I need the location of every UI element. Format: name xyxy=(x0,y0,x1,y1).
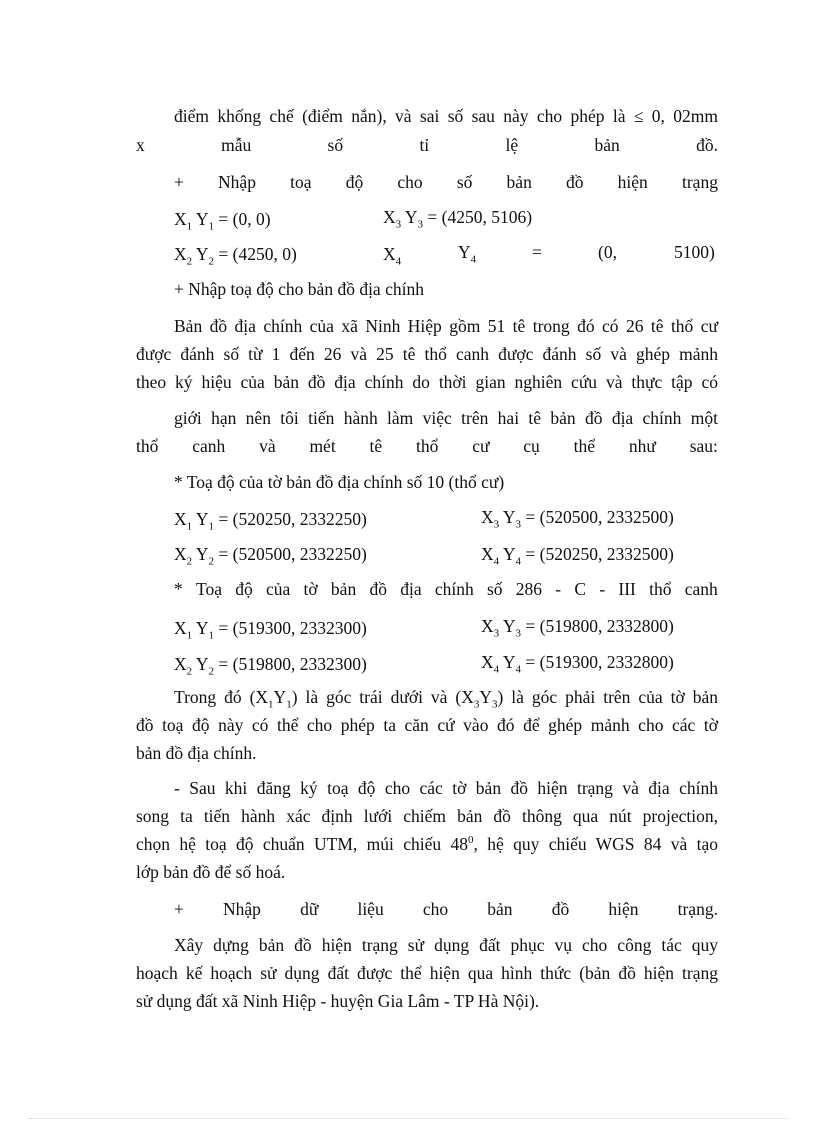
final-para-line-3: sử dụng đất xã Ninh Hiệp - huyện Gia Lâm - TP Hà Nội). xyxy=(136,991,540,1011)
word: dữ xyxy=(300,899,319,919)
cadastral-para-line-5 xyxy=(136,435,718,457)
word: số xyxy=(456,172,473,192)
word: tê xyxy=(369,436,383,456)
status-point-4-eq: = xyxy=(532,242,542,262)
data-input-heading xyxy=(174,898,718,920)
sheet286-point-3: $X_3$ $Y_3 = (519800$, 2332800) xyxy=(481,616,674,640)
word: + xyxy=(174,172,184,192)
word: canh xyxy=(684,579,718,599)
word: bản xyxy=(594,135,620,155)
sheet286-point-2: $X_2$ $Y_2 = (519800$, 2332300) xyxy=(174,654,367,678)
word: III xyxy=(618,579,636,599)
word: cho xyxy=(422,899,449,919)
word: canh xyxy=(192,436,226,456)
word: cư xyxy=(472,436,490,456)
word: + xyxy=(174,899,184,919)
word: x xyxy=(136,135,145,155)
word: toạ xyxy=(290,172,312,192)
cadastral-para-line-2: được đánh số từ 1 đến 26 và 25 tê thổ canh được đánh số và ghép mảnh xyxy=(136,344,718,364)
corner-para-line-1: Trong đó $(X_1Y_1)$ là góc trái dưới và $(X_3Y_3)$ là góc phải trên của tờ bản xyxy=(174,687,718,711)
word: địa xyxy=(400,579,422,599)
word: chính xyxy=(434,579,474,599)
word: liệu xyxy=(357,899,384,919)
projection-para-line-4: lớp bản đồ để số hoá. xyxy=(136,862,286,882)
status-point-3: $X_3$ $Y_3 = (4250$, 5106) xyxy=(383,207,533,231)
word: trạng. xyxy=(677,899,718,919)
word: bản xyxy=(506,172,532,192)
final-para-line-1: Xây dựng bản đồ hiện trạng sử dụng đất phục vụ cho công tác quy xyxy=(174,935,718,955)
word: 286 xyxy=(515,579,543,599)
word: đồ xyxy=(566,172,584,192)
sheet10-point-1: $X_1$ $Y_1 = (520250$, 2332250) xyxy=(174,509,367,533)
status-point-4-xval: (0, xyxy=(598,242,617,262)
word: lệ xyxy=(505,135,519,155)
cadastral-para-line-1: Bản đồ địa chính của xã Ninh Hiệp gồm 51 tê trong đó có 26 tê thổ cư xyxy=(174,316,718,336)
word: sau: xyxy=(689,436,718,456)
word: Nhập xyxy=(218,172,256,192)
intro-line-2 xyxy=(136,134,718,156)
word: và xyxy=(259,436,276,456)
word: của xyxy=(266,579,291,599)
corner-para-line-3: bản đồ địa chính. xyxy=(136,743,257,763)
status-point-4-x: $X_4$ xyxy=(383,244,402,268)
sheet10-point-2: $X_2$ $Y_2 = (520500$, 2332250) xyxy=(174,544,367,568)
cadastral-para-line-4: giới hạn nên tôi tiến hành làm việc trên hai tê bản đồ địa chính một xyxy=(174,408,718,428)
sheet10-heading: * Toạ độ của tờ bản đồ địa chính số 10 (thổ cư) xyxy=(174,472,505,492)
word: * xyxy=(174,579,183,599)
projection-para-line-3: chọn hệ toạ độ chuẩn UTM, múi chiếu $48^0$, hệ quy chiếu WGS 84 và tạo xyxy=(136,834,718,854)
page-bottom-rule xyxy=(28,1118,788,1119)
projection-para-line-1: - Sau khi đăng ký toạ độ cho các tờ bản đồ hiện trạng và địa chính xyxy=(174,778,718,798)
word: mét xyxy=(309,436,336,456)
final-para-line-2: hoạch kế hoạch sử dụng đất được thể hiện qua hình thức (bản đồ hiện trạng xyxy=(136,963,718,983)
status-point-2: $X_2$ $Y_2 = (4250$, 0) xyxy=(174,244,297,268)
sheet286-point-4: $X_4$ $Y_4 = (519300$, 2332800) xyxy=(481,652,674,676)
word: thổ xyxy=(649,579,672,599)
sheet286-heading xyxy=(174,578,718,600)
corner-para-line-2: đồ toạ độ này có thể cho phép ta căn cứ vào đó để ghép mảnh cho các tờ xyxy=(136,715,718,735)
word: thể xyxy=(573,436,596,456)
status-map-heading xyxy=(174,171,718,193)
word: số xyxy=(327,135,344,155)
word: số xyxy=(486,579,503,599)
word: tỉ xyxy=(419,135,430,155)
word: hiện xyxy=(608,899,639,919)
word: cho xyxy=(397,172,423,192)
word: - xyxy=(599,579,606,599)
word: trạng xyxy=(681,172,718,192)
projection-para-line-2: song ta tiến hành xác định lưới chiếm bản đồ thông qua nút projection, xyxy=(136,806,718,826)
word: độ xyxy=(345,172,364,192)
word: hiện xyxy=(617,172,648,192)
sheet10-point-3: $X_3$ $Y_3 = (520500$, 2332500) xyxy=(481,507,674,531)
word: đồ xyxy=(369,579,387,599)
word: tờ xyxy=(303,579,318,599)
word: - xyxy=(555,579,562,599)
intro-line-1-text: điểm khống chế (điểm nắn), và sai số sau này cho phép là ≤ 0, 02mm xyxy=(174,106,718,126)
word: mẫu xyxy=(221,135,252,155)
word: C xyxy=(574,579,587,599)
word: Nhập xyxy=(223,899,261,919)
word: bản xyxy=(330,579,357,599)
word: Toạ xyxy=(196,579,222,599)
sheet286-point-1: $X_1$ $Y_1 = (519300$, 2332300) xyxy=(174,618,367,642)
status-point-1: $X_1$ $Y_1 = (0$, 0) xyxy=(174,209,271,233)
intro-line-1 xyxy=(174,105,718,127)
status-point-4-yval: 5100) xyxy=(674,242,715,262)
word: cụ xyxy=(523,436,540,456)
word: độ xyxy=(235,579,253,599)
word: bản xyxy=(487,899,513,919)
word: đồ xyxy=(551,899,570,919)
sheet10-point-4: $X_4$ $Y_4 = (520250$, 2332500) xyxy=(481,544,674,568)
cadastral-para-line-3: theo ký hiệu của bản đồ địa chính do thời gian nghiên cứu và thực tập có xyxy=(136,372,718,392)
word: đồ. xyxy=(696,135,718,155)
cadastral-heading: + Nhập toạ độ cho bản đồ địa chính xyxy=(174,279,424,299)
word: thổ xyxy=(415,436,439,456)
word: như xyxy=(628,436,656,456)
status-point-4-y: $Y_4$ xyxy=(458,242,477,266)
word: thổ xyxy=(136,436,159,456)
